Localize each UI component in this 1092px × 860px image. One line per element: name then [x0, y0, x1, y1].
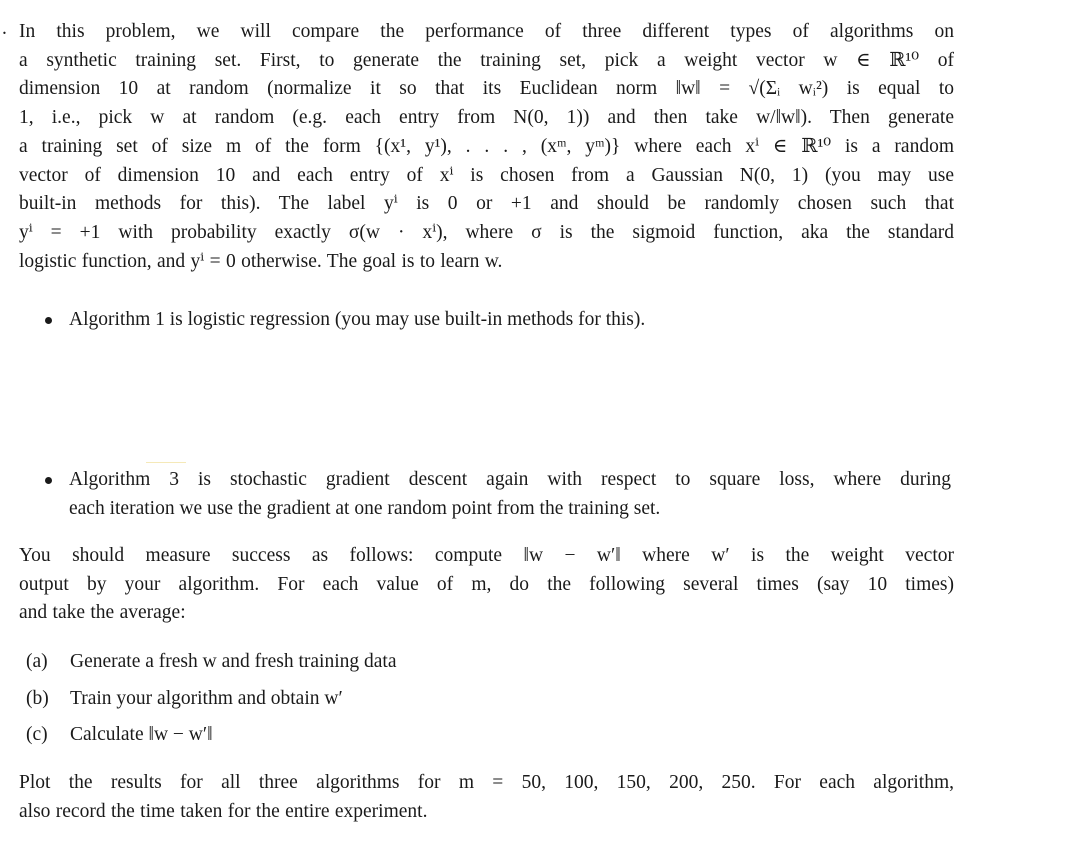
intro-line: dimension 10 at random (normalize it so that its Euclidean norm ‖w‖ = √(Σᵢ wᵢ²) is equal to: [19, 78, 954, 100]
intro-line: a training set of size m of the form {(x¹, y¹), . . . , (xᵐ, yᵐ)} where each xⁱ ∈ ℝ¹⁰ is a random: [19, 135, 954, 157]
algorithm-3-line: Algorithm 3 is stochastic gradient descent again with respect to square loss, where during: [69, 469, 951, 490]
intro-line: 1, i.e., pick w at random (e.g. each entry from N(0, 1)) and then take w/‖w‖). Then generate: [19, 107, 954, 129]
step-b: [26, 685, 343, 713]
algorithm-3-text: [69, 466, 951, 523]
bullet-icon: [45, 477, 52, 484]
plot-line: also record the time taken for the entire experiment.: [19, 800, 428, 822]
step-label: (b): [26, 688, 49, 709]
algorithm-1-line: Algorithm 1 is logistic regression (you may use built-in methods for this).: [69, 309, 646, 330]
step-label: (c): [26, 724, 48, 745]
measure-line: You should measure success as follows: compute ‖w − w′‖ where w′ is the weight vector: [19, 545, 954, 566]
step-text: Calculate ‖w − w′‖: [70, 724, 213, 745]
intro-line: yⁱ = +1 with probability exactly σ(w · xⁱ), where σ is the sigmoid function, aka the standard: [19, 221, 954, 243]
plot-line: Plot the results for all three algorithms for m = 50, 100, 150, 200, 250. For each algorithm,: [19, 772, 954, 793]
measure-paragraph: [19, 542, 954, 628]
step-label: (a): [26, 651, 48, 672]
algorithm-3-line: each iteration we use the gradient at one random point from the training set.: [69, 497, 661, 519]
intro-line: built-in methods for this). The label yⁱ is 0 or +1 and should be randomly chosen such that: [19, 193, 954, 215]
step-c: [26, 721, 213, 749]
plot-paragraph: [19, 769, 954, 826]
step-a: [26, 648, 396, 676]
step-text: Train your algorithm and obtain w′: [70, 688, 343, 709]
intro-line: logistic function, and yⁱ = 0 otherwise. The goal is to learn w.: [19, 250, 503, 272]
intro-line: a synthetic training set. First, to generate the training set, pick a weight vector w ∈ ℝ¹⁰ of: [19, 49, 954, 71]
measure-line: output by your algorithm. For each value of m, do the following several times (say 10 times): [19, 573, 954, 595]
intro-paragraph: [19, 18, 954, 276]
step-text: Generate a fresh w and fresh training data: [70, 651, 397, 672]
faint-highlight-mark: [146, 462, 186, 463]
measure-line: and take the average:: [19, 602, 186, 624]
intro-line: vector of dimension 10 and each entry of xⁱ is chosen from a Gaussian N(0, 1) (you may use: [19, 164, 954, 186]
problem-number-marker: .: [2, 18, 7, 39]
intro-line: In this problem, we will compare the performance of three different types of algorithms on: [19, 21, 954, 42]
bullet-icon: [45, 317, 52, 324]
algorithm-1-text: [69, 306, 951, 335]
